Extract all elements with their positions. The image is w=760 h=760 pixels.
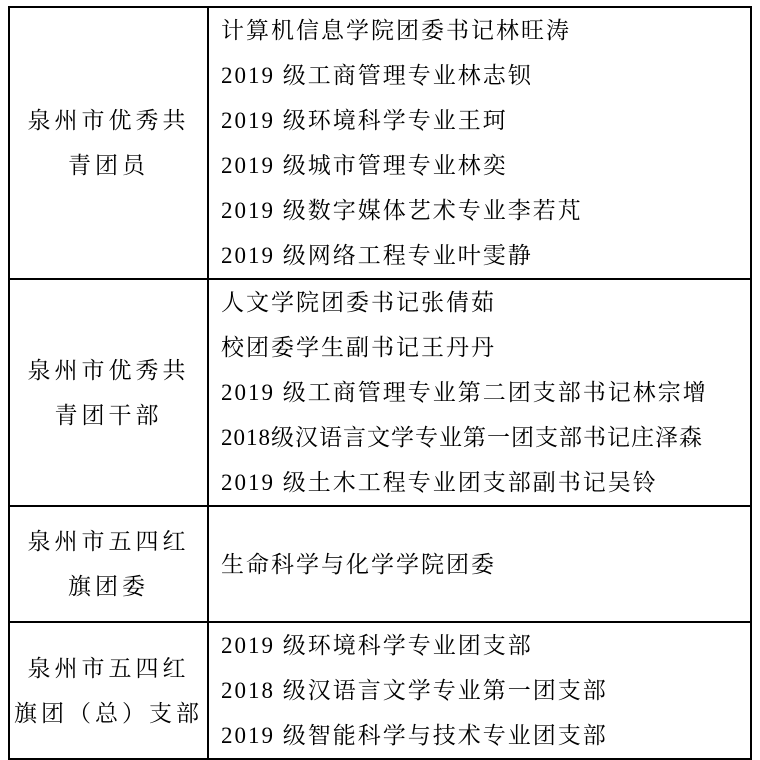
category-label-line: 旗团委 bbox=[68, 574, 149, 599]
table-row bbox=[9, 622, 751, 759]
category-label-line: 青团员 bbox=[68, 153, 149, 178]
recipient-line: 2019 级数字媒体艺术专业李若芃 bbox=[221, 198, 583, 223]
category-label-line: 泉州市五四红 bbox=[27, 529, 190, 554]
recipient-line: 生命科学与化学学院团委 bbox=[221, 551, 496, 577]
recipient-line: 2018 级汉语言文学专业第一团支部 bbox=[221, 678, 608, 703]
recipient-line: 2019 级网络工程专业叶雯静 bbox=[221, 243, 533, 268]
category-label-line: 旗团（总）支部 bbox=[14, 700, 203, 726]
table-row bbox=[9, 7, 751, 279]
recipient-line: 2019 级土木工程专业团支部副书记吴铃 bbox=[221, 470, 658, 495]
category-cell bbox=[9, 7, 208, 279]
recipient-line: 2019 级环境科学专业团支部 bbox=[221, 633, 533, 658]
recipient-line: 2019 级环境科学专业王珂 bbox=[221, 108, 508, 133]
recipient-line: 2019 级城市管理专业林奕 bbox=[221, 153, 508, 178]
category-label-line: 青团干部 bbox=[54, 402, 163, 428]
recipient-line: 2019 级智能科学与技术专业团支部 bbox=[221, 723, 608, 748]
recipient-line: 计算机信息学院团委书记林旺涛 bbox=[221, 18, 571, 43]
items-cell bbox=[208, 7, 751, 279]
table-row bbox=[9, 279, 751, 506]
table-row bbox=[9, 506, 751, 622]
category-label-line: 泉州市优秀共 bbox=[27, 108, 190, 133]
category-cell bbox=[9, 279, 208, 506]
items-cell bbox=[208, 506, 751, 622]
category-cell bbox=[9, 622, 208, 759]
recipient-line: 2018级汉语言文学专业第一团支部书记庄泽森 bbox=[221, 425, 703, 450]
recipient-line: 校团委学生副书记王丹丹 bbox=[221, 335, 496, 360]
items-cell bbox=[208, 279, 751, 506]
recipient-line: 2019 级工商管理专业第二团支部书记林宗增 bbox=[221, 380, 708, 405]
category-label-line: 泉州市优秀共 bbox=[27, 357, 190, 383]
category-cell bbox=[9, 506, 208, 622]
items-cell bbox=[208, 622, 751, 759]
category-label-line: 泉州市五四红 bbox=[27, 655, 190, 681]
awards-table bbox=[8, 6, 752, 760]
recipient-line: 人文学院团委书记张倩茹 bbox=[221, 290, 496, 315]
recipient-line: 2019 级工商管理专业林志钡 bbox=[221, 63, 533, 88]
